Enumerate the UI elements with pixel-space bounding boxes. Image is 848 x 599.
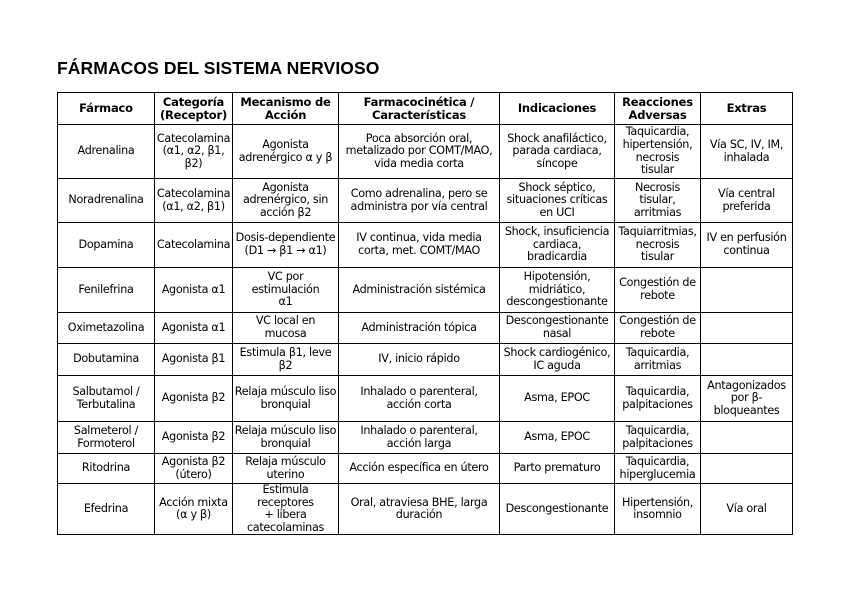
cell-indicaciones: Shock cardiogénico, IC aguda	[500, 344, 615, 376]
cell-indicaciones: Parto prematuro	[500, 454, 615, 484]
cell-mecanismo: Relaja músculo uterino	[233, 454, 339, 484]
cell-farmacocinetica: IV continua, vida media corta, met. COMT/MAO	[339, 223, 500, 268]
table-row	[58, 179, 793, 223]
table-row	[58, 376, 793, 422]
cell-extras	[701, 422, 793, 454]
cell-reacciones: Taquicardia, hipertensión, necrosis tisular	[615, 125, 701, 179]
column-header-categoria: Categoría (Receptor)	[155, 93, 233, 125]
cell-extras	[701, 344, 793, 376]
cell-indicaciones: Descongestionante nasal	[500, 313, 615, 344]
cell-reacciones: Taquicardia, palpitaciones	[615, 376, 701, 422]
cell-mecanismo: Relaja músculo liso bronquial	[233, 376, 339, 422]
cell-extras	[701, 268, 793, 313]
cell-farmacocinetica: IV, inicio rápido	[339, 344, 500, 376]
cell-extras: Vía oral	[701, 484, 793, 535]
column-header-farmacocinetica: Farmacocinética / Características	[339, 93, 500, 125]
column-header-extras: Extras	[701, 93, 793, 125]
cell-indicaciones: Asma, EPOC	[500, 376, 615, 422]
table-row	[58, 484, 793, 535]
cell-farmacocinetica: Inhalado o parenteral, acción larga	[339, 422, 500, 454]
table-row	[58, 454, 793, 484]
cell-farmaco: Ritodrina	[58, 454, 155, 484]
table-row	[58, 125, 793, 179]
cell-farmaco: Salmeterol / Formoterol	[58, 422, 155, 454]
column-header-indicaciones: Indicaciones	[500, 93, 615, 125]
cell-extras: Vía central preferida	[701, 179, 793, 223]
cell-extras: IV en perfusión continua	[701, 223, 793, 268]
cell-categoria: Agonista β2 (útero)	[155, 454, 233, 484]
cell-reacciones: Taquiarritmias, necrosis tisular	[615, 223, 701, 268]
cell-farmacocinetica: Como adrenalina, pero se administra por vía central	[339, 179, 500, 223]
column-header-mecanismo: Mecanismo de Acción	[233, 93, 339, 125]
cell-categoria: Agonista β2	[155, 376, 233, 422]
cell-categoria: Agonista α1	[155, 313, 233, 344]
cell-categoria: Agonista β1	[155, 344, 233, 376]
cell-farmacocinetica: Acción específica en útero	[339, 454, 500, 484]
cell-farmacocinetica: Administración tópica	[339, 313, 500, 344]
cell-indicaciones: Hipotensión, midriático, descongestionante	[500, 268, 615, 313]
cell-reacciones: Taquicardia, palpitaciones	[615, 422, 701, 454]
table-row	[58, 344, 793, 376]
cell-extras: Vía SC, IV, IM, inhalada	[701, 125, 793, 179]
cell-reacciones: Necrosis tisular, arritmias	[615, 179, 701, 223]
cell-mecanismo: VC local en mucosa	[233, 313, 339, 344]
cell-extras	[701, 454, 793, 484]
column-header-reacciones: Reacciones Adversas	[615, 93, 701, 125]
cell-indicaciones: Shock séptico, situaciones críticas en UCI	[500, 179, 615, 223]
drug-table	[57, 92, 793, 535]
cell-indicaciones: Shock, insuficiencia cardiaca, bradicardia	[500, 223, 615, 268]
table-row	[58, 223, 793, 268]
table-row	[58, 268, 793, 313]
cell-indicaciones: Descongestionante	[500, 484, 615, 535]
header-row	[58, 93, 793, 125]
cell-farmaco: Oximetazolina	[58, 313, 155, 344]
cell-farmaco: Salbutamol / Terbutalina	[58, 376, 155, 422]
cell-farmaco: Dopamina	[58, 223, 155, 268]
cell-reacciones: Congestión de rebote	[615, 313, 701, 344]
cell-farmaco: Fenilefrina	[58, 268, 155, 313]
cell-categoria: Catecolamina	[155, 223, 233, 268]
cell-farmacocinetica: Oral, atraviesa BHE, larga duración	[339, 484, 500, 535]
cell-categoria: Agonista β2	[155, 422, 233, 454]
column-header-farmaco: Fármaco	[58, 93, 155, 125]
cell-categoria: Catecolamina (α1, α2, β1)	[155, 179, 233, 223]
cell-farmaco: Dobutamina	[58, 344, 155, 376]
cell-mecanismo: Estimula β1, leve β2	[233, 344, 339, 376]
cell-reacciones: Hipertensión, insomnio	[615, 484, 701, 535]
cell-mecanismo: Dosis-dependiente (D1 → β1 → α1)	[233, 223, 339, 268]
cell-farmacocinetica: Poca absorción oral, metalizado por COMT/MAO, vida media corta	[339, 125, 500, 179]
cell-mecanismo: Estimula receptores + libera catecolaminas	[233, 484, 339, 535]
cell-farmaco: Adrenalina	[58, 125, 155, 179]
cell-indicaciones: Asma, EPOC	[500, 422, 615, 454]
table-row	[58, 313, 793, 344]
cell-extras	[701, 313, 793, 344]
cell-farmacocinetica: Administración sistémica	[339, 268, 500, 313]
cell-extras: Antagonizados por β- bloqueantes	[701, 376, 793, 422]
table-row	[58, 422, 793, 454]
cell-farmaco: Noradrenalina	[58, 179, 155, 223]
cell-reacciones: Congestión de rebote	[615, 268, 701, 313]
cell-mecanismo: Relaja músculo liso bronquial	[233, 422, 339, 454]
cell-reacciones: Taquicardia, hiperglucemia	[615, 454, 701, 484]
cell-reacciones: Taquicardia, arritmias	[615, 344, 701, 376]
cell-farmacocinetica: Inhalado o parenteral, acción corta	[339, 376, 500, 422]
cell-categoria: Acción mixta (α y β)	[155, 484, 233, 535]
cell-categoria: Agonista α1	[155, 268, 233, 313]
cell-indicaciones: Shock anafiláctico, parada cardiaca, síncope	[500, 125, 615, 179]
cell-farmaco: Efedrina	[58, 484, 155, 535]
cell-mecanismo: Agonista adrenérgico α y β	[233, 125, 339, 179]
cell-categoria: Catecolamina (α1, α2, β1, β2)	[155, 125, 233, 179]
page-title: FÁRMACOS DEL SISTEMA NERVIOSO	[57, 58, 380, 78]
cell-mecanismo: VC por estimulación α1	[233, 268, 339, 313]
cell-mecanismo: Agonista adrenérgico, sin acción β2	[233, 179, 339, 223]
